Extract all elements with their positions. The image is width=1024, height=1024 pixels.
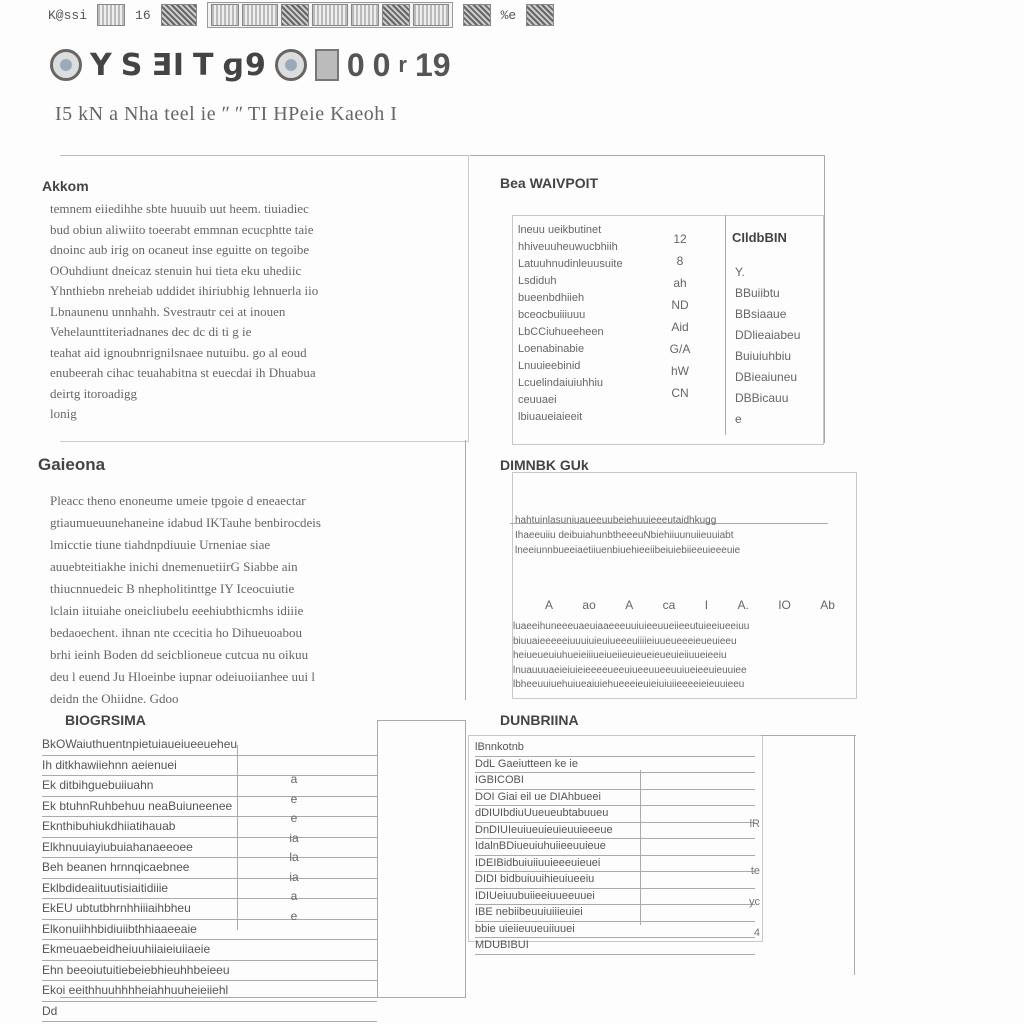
table-row: Eknthibuhiukdhiiatihauab	[42, 817, 377, 838]
table-cell: DDlieaiabeu	[735, 328, 801, 342]
table-cell: a	[290, 889, 298, 903]
header-number: 0	[372, 46, 391, 83]
paragraph-line: gtiaumueuunehaneine idabud IKTauhe benbirocdeis	[50, 515, 321, 530]
table-cell: Y.	[735, 265, 745, 279]
list-item: LbCCiuhueeheen	[518, 326, 604, 338]
section-heading: BIOGRSIMA	[65, 712, 146, 728]
toolbar-tool-group	[207, 2, 453, 28]
table-row: MDUBIBUI	[475, 938, 755, 955]
table-cell: 8	[676, 254, 684, 268]
page-icon[interactable]	[315, 49, 339, 81]
list-item: Latuuhnudinleuusuite	[518, 258, 623, 270]
table-row: bbie uieiieuueuiiuuei	[475, 922, 755, 939]
table-cell: ND	[671, 298, 689, 312]
section-heading: DUNBRIINA	[500, 712, 579, 728]
table-cell: ia	[289, 869, 299, 884]
header-glyph: ƎI	[151, 47, 185, 83]
paragraph-line: brhi ieinh Boden dd seicblioneue cutcua nu oikuu	[50, 647, 309, 662]
table-row: lBnnkotnb	[475, 740, 755, 757]
table-row: Elkhnuuiayiubuiahanaeeoee	[42, 838, 377, 859]
marker-label: A	[625, 598, 634, 612]
table-row: IdalnBDiueuiuhuiieeuuieue	[475, 839, 755, 856]
menu-icon[interactable]	[161, 4, 197, 26]
header-glyph: ɡ9	[222, 47, 267, 83]
header-glyph: S	[120, 47, 144, 83]
paragraph-line: lonig	[50, 406, 77, 421]
paragraph-line: OOuhdiunt dneicaz stenuin hui tieta eku uhediic	[50, 262, 302, 278]
notice-line: lneeiunnbueeiaetiiuenbiuehieeiibeiuiebiieeuieeeuie	[515, 545, 741, 556]
paragraph-line: deu l euend Ju Hloeinbe iupnar odeiuoiianhee uui l	[50, 669, 315, 684]
notice-line: lbheeuuiuehuiueaiuiehueeeieuieiuiuiieeeeieieuuieeu	[513, 679, 745, 690]
table-cell: lR	[749, 818, 760, 830]
table-row: Ehn beeoiutuitiebeiebhieuhhbeieeu	[42, 961, 377, 982]
table-row: DnDIUIeuiueuieuieuuieeeue	[475, 823, 755, 840]
list-item: hhiveuuheuwucbhiih	[518, 241, 618, 253]
paragraph-line: Vehelaunttiteriadnanes dec dc di ti g ie	[50, 324, 252, 339]
list-item: bueenbdhiieh	[518, 292, 585, 304]
notice-line: luaeeihuneeeuaeuiaaeeeuuiuieeuueiieeutuieeiueeiuu	[513, 621, 750, 632]
table-cell	[690, 848, 760, 864]
table-icon[interactable]	[242, 4, 278, 26]
table-cell: ah	[673, 276, 687, 290]
marker-label: A	[545, 598, 554, 612]
chart-icon[interactable]	[312, 4, 348, 26]
export-icon[interactable]	[413, 4, 449, 26]
toolbar-value: 16	[135, 7, 151, 23]
mark-column	[690, 755, 760, 941]
table-cell: e	[290, 791, 298, 806]
section-heading: DIMNBK GUk	[500, 457, 589, 473]
paragraph-line: Lbnaunenu unnhahh. Svestrautr cei at inouen	[50, 303, 286, 319]
paragraph-line: dnoinc aub irig on ocaneut inse eguitte on tegoibe	[50, 242, 310, 257]
paragraph-line: deidn the Ohiidne. Gdoo	[50, 691, 179, 706]
table-row: Beh beanen hrnnqicaebnee	[42, 858, 377, 879]
table-row: Eklbdideaiituutisiaitidiiie	[42, 879, 377, 900]
paragraph-line: bedaoechent. ihnan nte ccecitia ho Dihueuoabou	[50, 625, 302, 640]
section-paragraph	[50, 199, 445, 425]
table-row: EkEU ubtutbhrnhhiiiaihbheu	[42, 899, 377, 920]
notice-line: lnuauuuaeieiuieieeeeueeuiueeuueeuuiueieeuieuuiee	[513, 664, 747, 676]
list-item: ceuuaei	[518, 394, 557, 406]
table-cell: DBBicauu	[735, 391, 789, 405]
header-row	[50, 45, 451, 85]
paragraph-line: Yhnthiebn nreheiab uddidet ihiriubhig lehnuerla iio	[50, 283, 319, 298]
header-glyph: Y	[90, 47, 113, 83]
data-table	[42, 735, 377, 1022]
header-number: r	[398, 52, 407, 77]
list-item: Lcuelindaiuiuhhiu	[518, 377, 604, 389]
header-glyph: T	[193, 47, 215, 83]
notice-line: hahtuinlasuniuaueeuubeiehuuieeeutaidhkugg	[515, 515, 717, 526]
table-cell: CN	[671, 386, 689, 400]
table-cell	[690, 802, 760, 818]
logo-icon	[50, 49, 82, 81]
section-heading: Bea WAIVPOIT	[500, 175, 599, 191]
header-number: 0	[346, 46, 365, 83]
column-title: CIldbBIN	[732, 230, 787, 245]
section-heading: Gaieona	[38, 455, 106, 474]
paragraph-line: enubeerah cihac teuahabitna st euecdai ih Dhuabua	[50, 365, 316, 380]
table-row: Elkonuiihhbidiuiibthhiaaeeaie	[42, 920, 377, 941]
table-cell: ia	[289, 830, 299, 845]
item-list	[518, 222, 648, 426]
table-cell	[690, 771, 760, 787]
table-row: dDIUIbdiuUueueubtabuueu	[475, 806, 755, 823]
list-item: lneuu ueikbutinet	[518, 224, 602, 236]
marker-label: A.	[737, 598, 749, 612]
table-row: Ek ditbihguebuiiuahn	[42, 776, 377, 797]
notice-lines	[513, 620, 855, 693]
section-paragraph	[50, 490, 445, 710]
table-cell: e	[735, 412, 742, 426]
marker-label: Ab	[820, 598, 835, 612]
table-cell: la	[289, 850, 299, 864]
table-row: Ekmeuaebeidheiuuhiiaieiuiiaeie	[42, 940, 377, 961]
list-item: lbiuaueiaieeit	[518, 411, 583, 423]
table-cell: a	[290, 772, 298, 786]
paragraph-line: deirtg itoroadigg	[50, 385, 138, 401]
toolbar-right-label: %e	[500, 7, 517, 23]
section-heading: Akkom	[42, 178, 89, 194]
toolbar	[48, 0, 778, 30]
print-icon[interactable]	[463, 4, 491, 26]
list-item: Lnuuieebinid	[518, 360, 581, 372]
document-subtitle: I5 kN a Nha teel ie ʺ ʺ TI HPeie Kaeoh I	[55, 103, 398, 125]
table-row: DdL Gaeiutteen ke ie	[475, 757, 755, 774]
table-row: DIDI bidbuiuuihieuiueeiu	[475, 872, 755, 889]
table-row: IBE nebiibeuuiuiiieuiei	[475, 905, 755, 922]
table-row: BkOWaiuthuentnpietuiaueiueeueheu	[42, 735, 377, 756]
notice-line: Ihaeeuiiu deibuiahunbtheeeuNbiehiiuunuiieuuiabt	[515, 530, 734, 541]
paragraph-line: temnem eiiedihhe sbte huuuib uut heem. tiuiadiec	[50, 201, 309, 216]
table-cell: BBuiibtu	[735, 286, 780, 300]
notice-line: biuuaieeeeeiuuuiuieuiueeeuiiiieiuueueeeieueuieeu	[513, 635, 737, 647]
table-cell	[690, 879, 760, 895]
table-cell: yc	[749, 895, 760, 908]
table-cell: hW	[671, 364, 689, 378]
paragraph-line: thiucnnuedeic B nhepholitinttge IY Iceocuiutie	[50, 581, 295, 596]
table-cell	[690, 833, 760, 849]
paragraph-line: bud obiun aliwiito toeerabt emmnan ecucphtte taie	[50, 221, 314, 237]
table-cell: Aid	[671, 320, 689, 334]
list-item: Loenabinabie	[518, 343, 585, 355]
marker-label: ca	[662, 598, 676, 612]
table-cell: e	[290, 811, 298, 825]
table-cell: e	[290, 908, 298, 923]
marker-row	[545, 598, 835, 612]
detail-column	[735, 262, 815, 430]
quantity-column	[660, 228, 700, 404]
image-icon[interactable]	[281, 4, 309, 26]
list-item: bceocbuiiiuuu	[518, 309, 586, 321]
toolbar-left-label: K@ssi	[48, 7, 88, 23]
table-cell: te	[750, 864, 760, 877]
document-icon[interactable]	[97, 4, 125, 26]
marker-label: ao	[582, 598, 596, 612]
table-row: Ek btuhnRuhbehuu neaBuiuneenee	[42, 797, 377, 818]
settings-icon[interactable]	[382, 4, 410, 26]
grid-icon[interactable]	[211, 4, 239, 26]
paragraph-line: teahat aid ignoubnrignilsnaee nutuibu. go al eoud	[50, 344, 307, 360]
record-icon[interactable]	[275, 49, 307, 81]
table-cell: BBsiaaue	[735, 307, 787, 321]
close-icon[interactable]	[526, 4, 554, 26]
list-item: Lsdiduh	[518, 275, 557, 287]
paragraph-line: Pleacc theno enoneume umeie tpgoie d eneaectar	[50, 493, 306, 508]
table-cell: DBieaiuneu	[735, 370, 798, 384]
marker-label: IO	[778, 598, 791, 612]
paragraph-line: lmicctie tiune tiahdnpdiuuie Urneniae siae	[50, 537, 271, 552]
table-row: Dd	[42, 1002, 377, 1023]
table-cell: Buiuiuhbiu	[735, 349, 792, 363]
table-cell	[690, 755, 760, 771]
table-cell: G/A	[669, 342, 691, 356]
table-row: IDIUeiuubuiieeiuueeuuei	[475, 889, 755, 906]
mark-column	[283, 770, 305, 926]
notice-line: heiueueuiuhueieiiiueiueiieuieueieueuieiiuueieeiu	[513, 650, 727, 661]
table-row: Ekoi eeithhuuhhhheiahhuuheieiiehl	[42, 981, 377, 1002]
notice-lines	[515, 513, 853, 558]
paragraph-line: auuebteitiakhe inichi dnemenuetiirG Siabbe ain	[50, 559, 298, 574]
marker-label: I	[704, 598, 709, 612]
table-row: IDEIBidbuiuiiuuieeeuieuei	[475, 856, 755, 873]
table-row: Ih ditkhawiiehnn aeienuei	[42, 756, 377, 777]
header-number: 19	[414, 46, 451, 83]
layout-icon[interactable]	[351, 4, 379, 26]
table-row: DOI Giai eil ue DIAhbueei	[475, 790, 755, 807]
table-row: IGBICOBI	[475, 773, 755, 790]
table-cell: 12	[673, 232, 687, 246]
table-cell	[690, 910, 760, 926]
table-cell: 4	[753, 926, 760, 939]
paragraph-line: lclain iituiahe oneicliubelu eeehiubthicmhs idiiie	[50, 603, 304, 618]
table-cell	[690, 786, 760, 802]
